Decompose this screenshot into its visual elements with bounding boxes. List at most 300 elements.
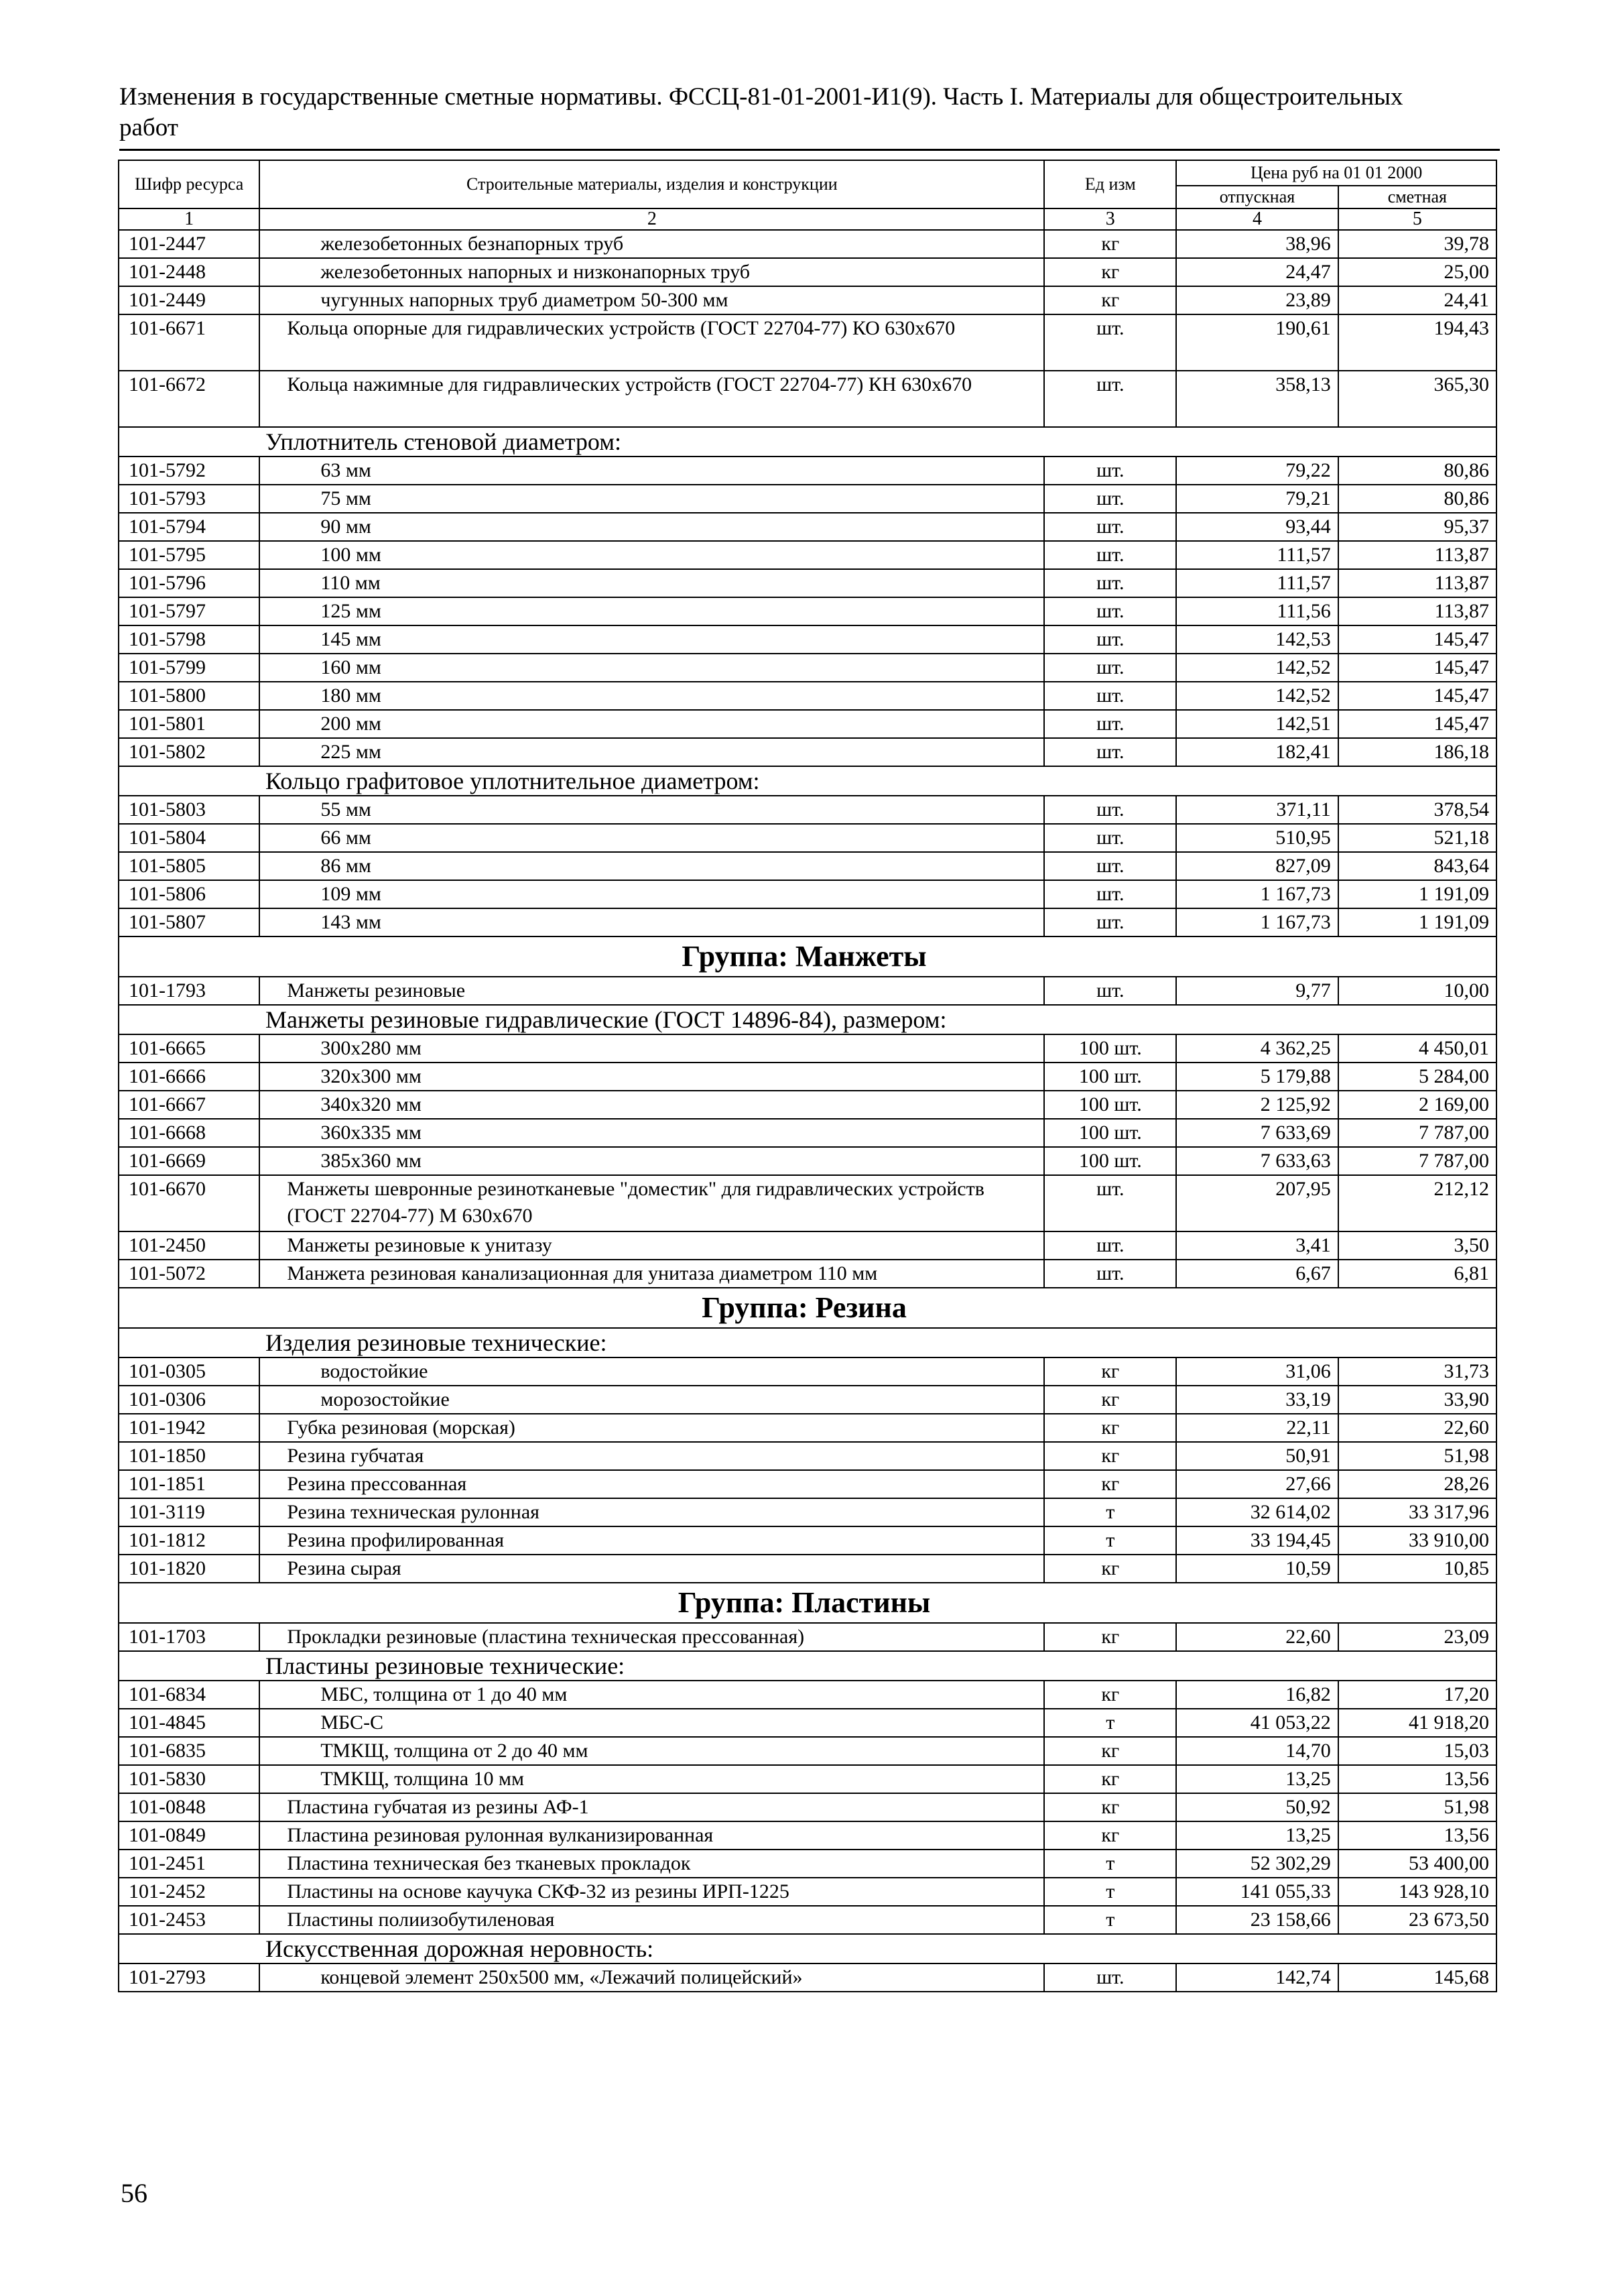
material-name: Пластины полиизобутиленовая bbox=[259, 1906, 1044, 1934]
estimate-price: 521,18 bbox=[1338, 824, 1496, 852]
table-row bbox=[119, 230, 1496, 258]
table-body bbox=[119, 230, 1496, 1992]
resource-code: 101-1942 bbox=[119, 1414, 259, 1442]
estimate-price: 365,30 bbox=[1338, 371, 1496, 427]
release-price: 827,09 bbox=[1176, 852, 1338, 880]
unit-of-measure: кг bbox=[1044, 1681, 1176, 1709]
estimate-price: 33 317,96 bbox=[1338, 1498, 1496, 1526]
table-row bbox=[119, 908, 1496, 936]
estimate-price: 24,41 bbox=[1338, 286, 1496, 314]
table-row bbox=[119, 738, 1496, 766]
resource-code: 101-4845 bbox=[119, 1709, 259, 1737]
page-header: Изменения в государственные сметные нормативы. ФССЦ-81-01-2001-И1(9). Часть I. Материалы для общестроительных работ bbox=[119, 83, 1403, 141]
unit-of-measure: шт. bbox=[1044, 541, 1176, 569]
unit-of-measure: т bbox=[1044, 1709, 1176, 1737]
material-name: чугунных напорных труб диаметром 50-300 мм bbox=[259, 286, 1044, 314]
table-row bbox=[119, 1498, 1496, 1526]
material-name: 180 мм bbox=[259, 682, 1044, 710]
release-price: 1 167,73 bbox=[1176, 908, 1338, 936]
release-price: 111,57 bbox=[1176, 541, 1338, 569]
table-row bbox=[119, 1906, 1496, 1934]
unit-of-measure: шт. bbox=[1044, 824, 1176, 852]
table-row bbox=[119, 1623, 1496, 1651]
release-price: 142,74 bbox=[1176, 1963, 1338, 1992]
unit-of-measure: шт. bbox=[1044, 880, 1176, 908]
resource-code: 101-5793 bbox=[119, 485, 259, 513]
unit-of-measure: кг bbox=[1044, 1623, 1176, 1651]
resource-code: 101-5804 bbox=[119, 824, 259, 852]
unit-of-measure: кг bbox=[1044, 1386, 1176, 1414]
resource-code: 101-1793 bbox=[119, 977, 259, 1005]
estimate-price: 378,54 bbox=[1338, 796, 1496, 824]
release-price: 23,89 bbox=[1176, 286, 1338, 314]
material-name: 110 мм bbox=[259, 569, 1044, 597]
estimate-price: 80,86 bbox=[1338, 485, 1496, 513]
release-price: 41 053,22 bbox=[1176, 1709, 1338, 1737]
unit-of-measure: кг bbox=[1044, 286, 1176, 314]
material-name: МБС, толщина от 1 до 40 мм bbox=[259, 1681, 1044, 1709]
unit-of-measure: кг bbox=[1044, 258, 1176, 286]
material-name: 86 мм bbox=[259, 852, 1044, 880]
col-header-unit: Ед изм bbox=[1044, 160, 1176, 208]
material-name: ТМКЩ, толщина от 2 до 40 мм bbox=[259, 1737, 1044, 1765]
resource-code: 101-5806 bbox=[119, 880, 259, 908]
release-price: 79,21 bbox=[1176, 485, 1338, 513]
release-price: 190,61 bbox=[1176, 314, 1338, 371]
estimate-price: 7 787,00 bbox=[1338, 1147, 1496, 1175]
resource-code: 101-5795 bbox=[119, 541, 259, 569]
header-rule bbox=[119, 149, 1500, 151]
unit-of-measure: кг bbox=[1044, 1442, 1176, 1470]
resource-code: 101-1812 bbox=[119, 1526, 259, 1555]
resource-code: 101-5805 bbox=[119, 852, 259, 880]
table-row bbox=[119, 625, 1496, 654]
resource-code: 101-5803 bbox=[119, 796, 259, 824]
unit-of-measure: т bbox=[1044, 1906, 1176, 1934]
subheading: Пластины резиновые технические: bbox=[119, 1651, 1496, 1681]
resource-code: 101-2793 bbox=[119, 1963, 259, 1992]
column-number: 5 bbox=[1338, 208, 1496, 230]
unit-of-measure: шт. bbox=[1044, 457, 1176, 485]
resource-code: 101-1820 bbox=[119, 1555, 259, 1583]
estimate-price: 3,50 bbox=[1338, 1231, 1496, 1260]
col-header-price: Цена руб на 01 01 2000 bbox=[1176, 160, 1496, 186]
release-price: 33 194,45 bbox=[1176, 1526, 1338, 1555]
resource-code: 101-0305 bbox=[119, 1357, 259, 1386]
release-price: 3,41 bbox=[1176, 1231, 1338, 1260]
resource-code: 101-3119 bbox=[119, 1498, 259, 1526]
group-heading-row bbox=[119, 1288, 1496, 1328]
estimate-price: 186,18 bbox=[1338, 738, 1496, 766]
release-price: 50,91 bbox=[1176, 1442, 1338, 1470]
material-name: МБС-С bbox=[259, 1709, 1044, 1737]
resource-code: 101-5072 bbox=[119, 1260, 259, 1288]
unit-of-measure: шт. bbox=[1044, 569, 1176, 597]
col-header-release-price: отпускная bbox=[1176, 186, 1338, 208]
resource-code: 101-6666 bbox=[119, 1063, 259, 1091]
material-name: 63 мм bbox=[259, 457, 1044, 485]
table-row bbox=[119, 371, 1496, 427]
table-row bbox=[119, 258, 1496, 286]
material-name: 160 мм bbox=[259, 654, 1044, 682]
unit-of-measure: т bbox=[1044, 1526, 1176, 1555]
material-name: Кольца нажимные для гидравлических устройств (ГОСТ 22704-77) КН 630х670 bbox=[259, 371, 1044, 427]
estimate-price: 25,00 bbox=[1338, 258, 1496, 286]
group-heading-row bbox=[119, 1583, 1496, 1623]
table-row bbox=[119, 286, 1496, 314]
table-row bbox=[119, 1709, 1496, 1737]
release-price: 31,06 bbox=[1176, 1357, 1338, 1386]
unit-of-measure: шт. bbox=[1044, 1231, 1176, 1260]
release-price: 22,60 bbox=[1176, 1623, 1338, 1651]
material-name: Кольца опорные для гидравлических устройств (ГОСТ 22704-77) КО 630х670 bbox=[259, 314, 1044, 371]
release-price: 10,59 bbox=[1176, 1555, 1338, 1583]
unit-of-measure: шт. bbox=[1044, 908, 1176, 936]
material-name: 125 мм bbox=[259, 597, 1044, 625]
unit-of-measure: кг bbox=[1044, 1555, 1176, 1583]
resource-code: 101-2447 bbox=[119, 230, 259, 258]
table-row bbox=[119, 513, 1496, 541]
material-name: 340х320 мм bbox=[259, 1091, 1044, 1119]
price-table bbox=[118, 160, 1497, 1992]
group-heading-row bbox=[119, 936, 1496, 977]
material-name: Резина сырая bbox=[259, 1555, 1044, 1583]
material-name: 143 мм bbox=[259, 908, 1044, 936]
release-price: 182,41 bbox=[1176, 738, 1338, 766]
table-row bbox=[119, 1063, 1496, 1091]
table-row bbox=[119, 852, 1496, 880]
subheading: Кольцо графитовое уплотнительное диаметром: bbox=[119, 766, 1496, 796]
estimate-price: 7 787,00 bbox=[1338, 1119, 1496, 1147]
resource-code: 101-6667 bbox=[119, 1091, 259, 1119]
release-price: 9,77 bbox=[1176, 977, 1338, 1005]
table-row bbox=[119, 1793, 1496, 1821]
resource-code: 101-2451 bbox=[119, 1850, 259, 1878]
estimate-price: 23,09 bbox=[1338, 1623, 1496, 1651]
material-name: железобетонных безнапорных труб bbox=[259, 230, 1044, 258]
group-heading: Группа: Пластины bbox=[119, 1583, 1496, 1623]
unit-of-measure: шт. bbox=[1044, 597, 1176, 625]
material-name: 55 мм bbox=[259, 796, 1044, 824]
estimate-price: 145,68 bbox=[1338, 1963, 1496, 1992]
table-row bbox=[119, 1231, 1496, 1260]
estimate-price: 113,87 bbox=[1338, 541, 1496, 569]
release-price: 14,70 bbox=[1176, 1737, 1338, 1765]
table-row bbox=[119, 654, 1496, 682]
resource-code: 101-5797 bbox=[119, 597, 259, 625]
estimate-price: 95,37 bbox=[1338, 513, 1496, 541]
release-price: 4 362,25 bbox=[1176, 1034, 1338, 1063]
estimate-price: 1 191,09 bbox=[1338, 880, 1496, 908]
resource-code: 101-2448 bbox=[119, 258, 259, 286]
material-name: 300х280 мм bbox=[259, 1034, 1044, 1063]
resource-code: 101-5792 bbox=[119, 457, 259, 485]
release-price: 13,25 bbox=[1176, 1765, 1338, 1793]
estimate-price: 113,87 bbox=[1338, 569, 1496, 597]
estimate-price: 113,87 bbox=[1338, 597, 1496, 625]
group-heading: Группа: Манжеты bbox=[119, 936, 1496, 977]
release-price: 510,95 bbox=[1176, 824, 1338, 852]
release-price: 371,11 bbox=[1176, 796, 1338, 824]
unit-of-measure: кг bbox=[1044, 1793, 1176, 1821]
estimate-price: 10,00 bbox=[1338, 977, 1496, 1005]
release-price: 142,51 bbox=[1176, 710, 1338, 738]
release-price: 358,13 bbox=[1176, 371, 1338, 427]
estimate-price: 17,20 bbox=[1338, 1681, 1496, 1709]
material-name: Манжеты резиновые к унитазу bbox=[259, 1231, 1044, 1260]
release-price: 38,96 bbox=[1176, 230, 1338, 258]
table-row bbox=[119, 1470, 1496, 1498]
resource-code: 101-2449 bbox=[119, 286, 259, 314]
unit-of-measure: кг bbox=[1044, 1821, 1176, 1850]
table-row bbox=[119, 1963, 1496, 1992]
material-name: 320х300 мм bbox=[259, 1063, 1044, 1091]
subheading: Искусственная дорожная неровность: bbox=[119, 1934, 1496, 1963]
resource-code: 101-2452 bbox=[119, 1878, 259, 1906]
table-row bbox=[119, 1147, 1496, 1175]
unit-of-measure: 100 шт. bbox=[1044, 1119, 1176, 1147]
estimate-price: 41 918,20 bbox=[1338, 1709, 1496, 1737]
material-name: 109 мм bbox=[259, 880, 1044, 908]
material-name: Манжета резиновая канализационная для унитаза диаметром 110 мм bbox=[259, 1260, 1044, 1288]
release-price: 7 633,63 bbox=[1176, 1147, 1338, 1175]
material-name: Пластина техническая без тканевых прокладок bbox=[259, 1850, 1044, 1878]
release-price: 111,57 bbox=[1176, 569, 1338, 597]
unit-of-measure: шт. bbox=[1044, 625, 1176, 654]
estimate-price: 23 673,50 bbox=[1338, 1906, 1496, 1934]
release-price: 1 167,73 bbox=[1176, 880, 1338, 908]
unit-of-measure: шт. bbox=[1044, 513, 1176, 541]
material-name: концевой элемент 250х500 мм, «Лежачий полицейский» bbox=[259, 1963, 1044, 1992]
estimate-price: 145,47 bbox=[1338, 710, 1496, 738]
material-name: Пластина губчатая из резины АФ-1 bbox=[259, 1793, 1044, 1821]
table-row bbox=[119, 880, 1496, 908]
release-price: 23 158,66 bbox=[1176, 1906, 1338, 1934]
estimate-price: 143 928,10 bbox=[1338, 1878, 1496, 1906]
release-price: 111,56 bbox=[1176, 597, 1338, 625]
subheading-row bbox=[119, 1651, 1496, 1681]
unit-of-measure: кг bbox=[1044, 1414, 1176, 1442]
resource-code: 101-6670 bbox=[119, 1175, 259, 1231]
unit-of-measure: шт. bbox=[1044, 977, 1176, 1005]
unit-of-measure: кг bbox=[1044, 1470, 1176, 1498]
estimate-price: 145,47 bbox=[1338, 682, 1496, 710]
unit-of-measure: шт. bbox=[1044, 682, 1176, 710]
resource-code: 101-1703 bbox=[119, 1623, 259, 1651]
column-number: 1 bbox=[119, 208, 259, 230]
resource-code: 101-1851 bbox=[119, 1470, 259, 1498]
estimate-price: 39,78 bbox=[1338, 230, 1496, 258]
release-price: 142,52 bbox=[1176, 682, 1338, 710]
table-row bbox=[119, 1414, 1496, 1442]
unit-of-measure: шт. bbox=[1044, 1963, 1176, 1992]
table-row bbox=[119, 682, 1496, 710]
table-row bbox=[119, 1260, 1496, 1288]
estimate-price: 4 450,01 bbox=[1338, 1034, 1496, 1063]
estimate-price: 31,73 bbox=[1338, 1357, 1496, 1386]
resource-code: 101-5798 bbox=[119, 625, 259, 654]
unit-of-measure: шт. bbox=[1044, 1260, 1176, 1288]
table-row bbox=[119, 1442, 1496, 1470]
resource-code: 101-6672 bbox=[119, 371, 259, 427]
release-price: 32 614,02 bbox=[1176, 1498, 1338, 1526]
column-number-row bbox=[119, 208, 1496, 230]
release-price: 5 179,88 bbox=[1176, 1063, 1338, 1091]
material-name: 225 мм bbox=[259, 738, 1044, 766]
estimate-price: 13,56 bbox=[1338, 1821, 1496, 1850]
release-price: 141 055,33 bbox=[1176, 1878, 1338, 1906]
estimate-price: 145,47 bbox=[1338, 654, 1496, 682]
release-price: 7 633,69 bbox=[1176, 1119, 1338, 1147]
release-price: 50,92 bbox=[1176, 1793, 1338, 1821]
estimate-price: 15,03 bbox=[1338, 1737, 1496, 1765]
resource-code: 101-0848 bbox=[119, 1793, 259, 1821]
material-name: Резина прессованная bbox=[259, 1470, 1044, 1498]
unit-of-measure: кг bbox=[1044, 1765, 1176, 1793]
estimate-price: 33,90 bbox=[1338, 1386, 1496, 1414]
material-name: Резина губчатая bbox=[259, 1442, 1044, 1470]
material-name: ТМКЩ, толщина 10 мм bbox=[259, 1765, 1044, 1793]
table-row bbox=[119, 1850, 1496, 1878]
release-price: 79,22 bbox=[1176, 457, 1338, 485]
estimate-price: 53 400,00 bbox=[1338, 1850, 1496, 1878]
resource-code: 101-1850 bbox=[119, 1442, 259, 1470]
resource-code: 101-5796 bbox=[119, 569, 259, 597]
material-name: 66 мм bbox=[259, 824, 1044, 852]
unit-of-measure: шт. bbox=[1044, 710, 1176, 738]
resource-code: 101-5807 bbox=[119, 908, 259, 936]
col-header-estimate-price: сметная bbox=[1338, 186, 1496, 208]
material-name: морозостойкие bbox=[259, 1386, 1044, 1414]
table-row bbox=[119, 1681, 1496, 1709]
group-heading: Группа: Резина bbox=[119, 1288, 1496, 1328]
material-name: Резина профилированная bbox=[259, 1526, 1044, 1555]
table-row bbox=[119, 1555, 1496, 1583]
resource-code: 101-0306 bbox=[119, 1386, 259, 1414]
material-name: Резина техническая рулонная bbox=[259, 1498, 1044, 1526]
material-name: водостойкие bbox=[259, 1357, 1044, 1386]
release-price: 22,11 bbox=[1176, 1414, 1338, 1442]
material-name: железобетонных напорных и низконапорных труб bbox=[259, 258, 1044, 286]
unit-of-measure: шт. bbox=[1044, 654, 1176, 682]
table-row bbox=[119, 1091, 1496, 1119]
unit-of-measure: т bbox=[1044, 1850, 1176, 1878]
material-name: Губка резиновая (морская) bbox=[259, 1414, 1044, 1442]
material-name: 360х335 мм bbox=[259, 1119, 1044, 1147]
material-name: Прокладки резиновые (пластина техническая прессованная) bbox=[259, 1623, 1044, 1651]
subheading: Манжеты резиновые гидравлические (ГОСТ 14896-84), размером: bbox=[119, 1005, 1496, 1034]
estimate-price: 843,64 bbox=[1338, 852, 1496, 880]
table-row bbox=[119, 541, 1496, 569]
material-name: 100 мм bbox=[259, 541, 1044, 569]
release-price: 207,95 bbox=[1176, 1175, 1338, 1231]
table-row bbox=[119, 1526, 1496, 1555]
table-row bbox=[119, 457, 1496, 485]
estimate-price: 5 284,00 bbox=[1338, 1063, 1496, 1091]
table-row bbox=[119, 977, 1496, 1005]
material-name: Пластины на основе каучука СКФ-32 из резины ИРП-1225 bbox=[259, 1878, 1044, 1906]
material-name: Манжеты резиновые bbox=[259, 977, 1044, 1005]
estimate-price: 212,12 bbox=[1338, 1175, 1496, 1231]
table-row bbox=[119, 824, 1496, 852]
unit-of-measure: 100 шт. bbox=[1044, 1034, 1176, 1063]
resource-code: 101-6665 bbox=[119, 1034, 259, 1063]
material-name: 200 мм bbox=[259, 710, 1044, 738]
subheading: Изделия резиновые технические: bbox=[119, 1328, 1496, 1357]
estimate-price: 6,81 bbox=[1338, 1260, 1496, 1288]
table-row bbox=[119, 314, 1496, 371]
table-row bbox=[119, 1821, 1496, 1850]
release-price: 6,67 bbox=[1176, 1260, 1338, 1288]
release-price: 16,82 bbox=[1176, 1681, 1338, 1709]
resource-code: 101-6668 bbox=[119, 1119, 259, 1147]
resource-code: 101-6834 bbox=[119, 1681, 259, 1709]
release-price: 2 125,92 bbox=[1176, 1091, 1338, 1119]
page-number: 56 bbox=[121, 2178, 147, 2208]
column-number: 2 bbox=[259, 208, 1044, 230]
estimate-price: 2 169,00 bbox=[1338, 1091, 1496, 1119]
unit-of-measure: кг bbox=[1044, 1357, 1176, 1386]
column-number: 3 bbox=[1044, 208, 1176, 230]
unit-of-measure: т bbox=[1044, 1878, 1176, 1906]
subheading-row bbox=[119, 1005, 1496, 1034]
resource-code: 101-5830 bbox=[119, 1765, 259, 1793]
unit-of-measure: шт. bbox=[1044, 371, 1176, 427]
unit-of-measure: шт. bbox=[1044, 852, 1176, 880]
material-name: 385х360 мм bbox=[259, 1147, 1044, 1175]
subheading-row bbox=[119, 1934, 1496, 1963]
release-price: 93,44 bbox=[1176, 513, 1338, 541]
release-price: 142,52 bbox=[1176, 654, 1338, 682]
estimate-price: 80,86 bbox=[1338, 457, 1496, 485]
unit-of-measure: кг bbox=[1044, 230, 1176, 258]
material-name: 145 мм bbox=[259, 625, 1044, 654]
release-price: 33,19 bbox=[1176, 1386, 1338, 1414]
estimate-price: 145,47 bbox=[1338, 625, 1496, 654]
release-price: 142,53 bbox=[1176, 625, 1338, 654]
estimate-price: 33 910,00 bbox=[1338, 1526, 1496, 1555]
resource-code: 101-0849 bbox=[119, 1821, 259, 1850]
resource-code: 101-5799 bbox=[119, 654, 259, 682]
resource-code: 101-5801 bbox=[119, 710, 259, 738]
table-row bbox=[119, 569, 1496, 597]
subheading-row bbox=[119, 1328, 1496, 1357]
unit-of-measure: шт. bbox=[1044, 796, 1176, 824]
release-price: 24,47 bbox=[1176, 258, 1338, 286]
table-row bbox=[119, 1386, 1496, 1414]
material-name: Манжеты шевронные резинотканевые "доместик" для гидравлических устройств (ГОСТ 22704-77) М 630х670 bbox=[259, 1175, 1044, 1231]
table-row bbox=[119, 485, 1496, 513]
table-row bbox=[119, 1737, 1496, 1765]
table-row bbox=[119, 1765, 1496, 1793]
unit-of-measure: кг bbox=[1044, 1737, 1176, 1765]
resource-code: 101-5802 bbox=[119, 738, 259, 766]
unit-of-measure: шт. bbox=[1044, 485, 1176, 513]
unit-of-measure: шт. bbox=[1044, 314, 1176, 371]
unit-of-measure: т bbox=[1044, 1498, 1176, 1526]
estimate-price: 1 191,09 bbox=[1338, 908, 1496, 936]
estimate-price: 22,60 bbox=[1338, 1414, 1496, 1442]
material-name: 90 мм bbox=[259, 513, 1044, 541]
resource-code: 101-5800 bbox=[119, 682, 259, 710]
release-price: 27,66 bbox=[1176, 1470, 1338, 1498]
unit-of-measure: 100 шт. bbox=[1044, 1147, 1176, 1175]
table-row bbox=[119, 1878, 1496, 1906]
material-name: 75 мм bbox=[259, 485, 1044, 513]
resource-code: 101-6671 bbox=[119, 314, 259, 371]
material-name: Пластина резиновая рулонная вулканизированная bbox=[259, 1821, 1044, 1850]
table-row bbox=[119, 1357, 1496, 1386]
